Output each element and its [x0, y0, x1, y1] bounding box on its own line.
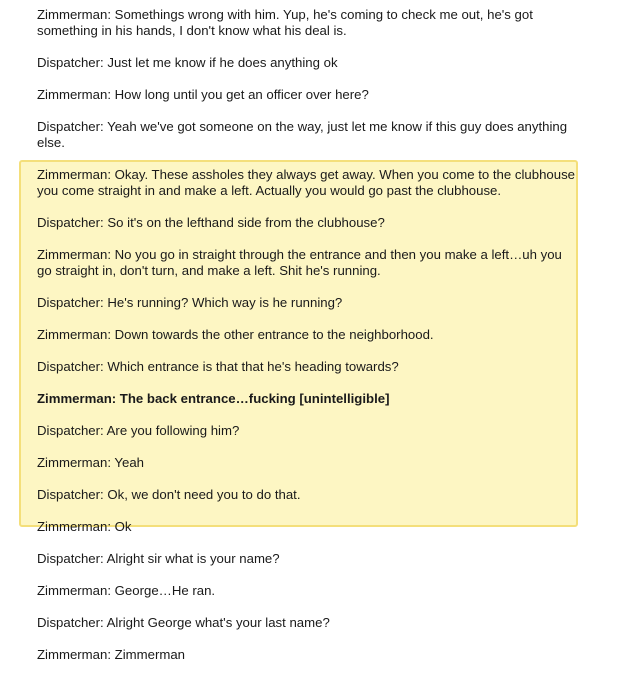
highlighted-line-dispatcher: Dispatcher: Are you following him? — [37, 423, 240, 438]
transcript-line-zimmerman: Zimmerman: How long until you get an officer over here? — [37, 87, 369, 102]
transcript-line-zimmerman: Zimmerman: George…He ran. — [37, 583, 216, 598]
transcript-line-dispatcher: Dispatcher: Alright sir what is your name? — [37, 551, 280, 566]
highlighted-line-zimmerman-bold: Zimmerman: The back entrance…fucking [unintelligible] — [37, 391, 390, 406]
transcript — [37, 7, 577, 679]
transcript-line-dispatcher: Dispatcher: Yeah we've got someone on the way, just let me know if this guy does anything else. — [37, 119, 568, 150]
transcript-line-dispatcher: Dispatcher: Just let me know if he does anything ok — [37, 55, 338, 70]
highlighted-line-dispatcher: Dispatcher: He's running? Which way is he running? — [37, 295, 343, 310]
highlighted-line-zimmerman: Zimmerman: Down towards the other entrance to the neighborhood. — [37, 327, 434, 342]
highlighted-line-dispatcher: Dispatcher: Which entrance is that that he's heading towards? — [37, 359, 399, 374]
transcript-line-zimmerman: Zimmerman: Somethings wrong with him. Yup, he's coming to check me out, he's got something in his hands, I don't know what his deal is. — [37, 7, 533, 38]
transcript-line-zimmerman: Zimmerman: Zimmerman — [37, 647, 185, 662]
highlighted-line-dispatcher: Dispatcher: So it's on the lefthand side from the clubhouse? — [37, 215, 385, 230]
highlighted-line-zimmerman: Zimmerman: Okay. These assholes they always get away. When you come to the clubhouse you come straight in and make a left. Actually you would go past the clubhouse. — [37, 167, 576, 198]
transcript-line-dispatcher: Dispatcher: Alright George what's your last name? — [37, 615, 330, 630]
highlighted-line-zimmerman: Zimmerman: No you go in straight through the entrance and then you make a left…uh you go straight in, don't turn, and make a left. Shit he's running. — [37, 247, 562, 278]
highlighted-section — [37, 167, 577, 503]
transcript-line-zimmerman: Zimmerman: Ok — [37, 519, 132, 534]
highlighted-line-zimmerman: Zimmerman: Yeah — [37, 455, 145, 470]
highlighted-line-dispatcher: Dispatcher: Ok, we don't need you to do that. — [37, 487, 301, 502]
